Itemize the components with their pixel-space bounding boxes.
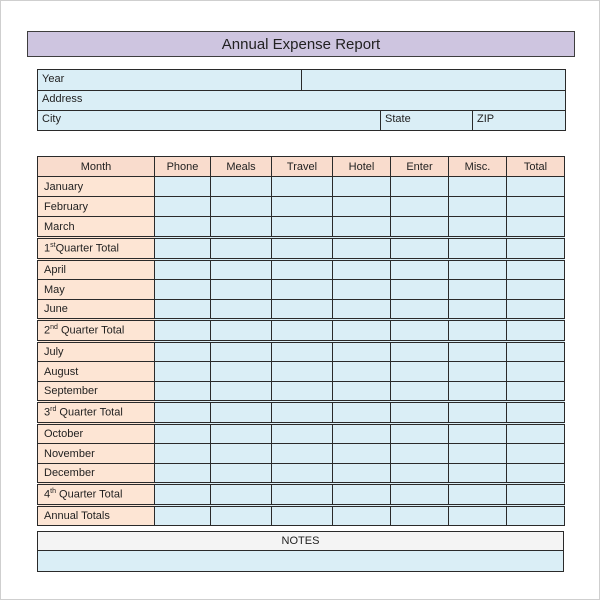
- cell-total[interactable]: [507, 444, 565, 464]
- cell-travel[interactable]: [272, 362, 333, 382]
- cell-phone[interactable]: [155, 484, 211, 506]
- month-row: [38, 280, 565, 300]
- cell-meals[interactable]: [211, 342, 272, 362]
- cell-hotel[interactable]: [333, 464, 391, 484]
- cell-misc[interactable]: [449, 217, 507, 238]
- row-label: February: [38, 197, 155, 217]
- header-row: [38, 157, 565, 177]
- row-label: Annual Totals: [38, 506, 155, 526]
- cell-misc[interactable]: [449, 260, 507, 280]
- cell-meals[interactable]: [211, 320, 272, 342]
- city-field[interactable]: City: [42, 113, 61, 125]
- cell-misc[interactable]: [449, 342, 507, 362]
- quarter-total-row: [38, 320, 565, 342]
- cell-enter[interactable]: [391, 238, 449, 260]
- cell-misc[interactable]: [449, 300, 507, 320]
- column-header-total: Total: [507, 157, 565, 177]
- cell-hotel[interactable]: [333, 444, 391, 464]
- cell-phone[interactable]: [155, 177, 211, 197]
- row-label: 4th Quarter Total: [38, 484, 155, 506]
- cell-travel[interactable]: [272, 382, 333, 402]
- month-row: [38, 197, 565, 217]
- cell-meals[interactable]: [211, 280, 272, 300]
- cell-travel[interactable]: [272, 217, 333, 238]
- cell-phone[interactable]: [155, 280, 211, 300]
- cell-hotel[interactable]: [333, 402, 391, 424]
- cell-enter[interactable]: [391, 217, 449, 238]
- cell-phone[interactable]: [155, 300, 211, 320]
- cell-total[interactable]: [507, 506, 565, 526]
- quarter-total-row: [38, 238, 565, 260]
- address-field[interactable]: Address: [42, 93, 83, 105]
- column-header-enter: Enter: [391, 157, 449, 177]
- cell-meals[interactable]: [211, 506, 272, 526]
- cell-travel[interactable]: [272, 260, 333, 280]
- notes-header: NOTES: [37, 531, 564, 551]
- cell-phone[interactable]: [155, 342, 211, 362]
- year-value-field[interactable]: [302, 70, 565, 90]
- row-label: June: [38, 300, 155, 320]
- cell-hotel[interactable]: [333, 217, 391, 238]
- month-row: [38, 382, 565, 402]
- cell-meals[interactable]: [211, 197, 272, 217]
- cell-hotel[interactable]: [333, 177, 391, 197]
- row-label: January: [38, 177, 155, 197]
- cell-meals[interactable]: [211, 382, 272, 402]
- month-row: [38, 300, 565, 320]
- cell-misc[interactable]: [449, 402, 507, 424]
- cell-enter[interactable]: [391, 260, 449, 280]
- cell-travel[interactable]: [272, 177, 333, 197]
- row-label: September: [38, 382, 155, 402]
- cell-meals[interactable]: [211, 177, 272, 197]
- cell-misc[interactable]: [449, 484, 507, 506]
- cell-phone[interactable]: [155, 238, 211, 260]
- cell-total[interactable]: [507, 280, 565, 300]
- row-label: April: [38, 260, 155, 280]
- cell-misc[interactable]: [449, 320, 507, 342]
- row-label: December: [38, 464, 155, 484]
- cell-travel[interactable]: [272, 280, 333, 300]
- row-label: October: [38, 424, 155, 444]
- cell-travel[interactable]: [272, 402, 333, 424]
- cell-misc[interactable]: [449, 464, 507, 484]
- cell-total[interactable]: [507, 238, 565, 260]
- cell-hotel[interactable]: [333, 382, 391, 402]
- cell-misc[interactable]: [449, 382, 507, 402]
- cell-total[interactable]: [507, 217, 565, 238]
- column-header-month: Month: [38, 157, 155, 177]
- info-section: [37, 69, 566, 131]
- cell-enter[interactable]: [391, 280, 449, 300]
- report-title: [27, 31, 575, 57]
- cell-travel[interactable]: [272, 424, 333, 444]
- column-header-misc: Misc.: [449, 157, 507, 177]
- month-row: [38, 217, 565, 238]
- cell-meals[interactable]: [211, 402, 272, 424]
- cell-meals[interactable]: [211, 238, 272, 260]
- cell-phone[interactable]: [155, 217, 211, 238]
- cell-total[interactable]: [507, 382, 565, 402]
- month-row: [38, 444, 565, 464]
- column-header-meals: Meals: [211, 157, 272, 177]
- cell-meals[interactable]: [211, 444, 272, 464]
- month-row: [38, 424, 565, 444]
- cell-total[interactable]: [507, 197, 565, 217]
- cell-meals[interactable]: [211, 300, 272, 320]
- cell-enter[interactable]: [391, 424, 449, 444]
- cell-enter[interactable]: [391, 382, 449, 402]
- month-row: [38, 362, 565, 382]
- zip-field[interactable]: ZIP: [477, 113, 495, 125]
- cell-misc[interactable]: [449, 177, 507, 197]
- cell-misc[interactable]: [449, 506, 507, 526]
- cell-enter[interactable]: [391, 402, 449, 424]
- cell-enter[interactable]: [391, 506, 449, 526]
- month-row: [38, 464, 565, 484]
- cell-travel[interactable]: [272, 464, 333, 484]
- annual-totals-row: [38, 506, 565, 526]
- cell-hotel[interactable]: [333, 484, 391, 506]
- cell-misc[interactable]: [449, 424, 507, 444]
- cell-phone[interactable]: [155, 424, 211, 444]
- quarter-total-row: [38, 402, 565, 424]
- cell-misc[interactable]: [449, 238, 507, 260]
- cell-total[interactable]: [507, 402, 565, 424]
- cell-enter[interactable]: [391, 197, 449, 217]
- cell-enter[interactable]: [391, 320, 449, 342]
- cell-travel[interactable]: [272, 444, 333, 464]
- cell-hotel[interactable]: [333, 300, 391, 320]
- cell-hotel[interactable]: [333, 424, 391, 444]
- expense-table: [37, 156, 565, 526]
- report-title-text: Annual Expense Report: [221, 35, 381, 53]
- row-label: 3rd Quarter Total: [38, 402, 155, 424]
- cell-hotel[interactable]: [333, 320, 391, 342]
- cell-enter[interactable]: [391, 444, 449, 464]
- cell-total[interactable]: [507, 484, 565, 506]
- cell-meals[interactable]: [211, 424, 272, 444]
- cell-misc[interactable]: [449, 444, 507, 464]
- row-label: 2nd Quarter Total: [38, 320, 155, 342]
- cell-travel[interactable]: [272, 238, 333, 260]
- row-label: August: [38, 362, 155, 382]
- cell-total[interactable]: [507, 260, 565, 280]
- cell-phone[interactable]: [155, 402, 211, 424]
- cell-meals[interactable]: [211, 362, 272, 382]
- cell-phone[interactable]: [155, 362, 211, 382]
- cell-hotel[interactable]: [333, 260, 391, 280]
- cell-hotel[interactable]: [333, 362, 391, 382]
- cell-meals[interactable]: [211, 217, 272, 238]
- cell-enter[interactable]: [391, 484, 449, 506]
- month-row: [38, 177, 565, 197]
- column-header-travel: Travel: [272, 157, 333, 177]
- cell-enter[interactable]: [391, 362, 449, 382]
- cell-enter[interactable]: [391, 177, 449, 197]
- cell-phone[interactable]: [155, 444, 211, 464]
- cell-travel[interactable]: [272, 300, 333, 320]
- column-header-hotel: Hotel: [333, 157, 391, 177]
- cell-enter[interactable]: [391, 300, 449, 320]
- cell-hotel[interactable]: [333, 280, 391, 300]
- quarter-total-row: [38, 484, 565, 506]
- cell-total[interactable]: [507, 300, 565, 320]
- info-row-year: [38, 70, 565, 91]
- cell-enter[interactable]: [391, 464, 449, 484]
- cell-phone[interactable]: [155, 506, 211, 526]
- cell-meals[interactable]: [211, 484, 272, 506]
- cell-phone[interactable]: [155, 464, 211, 484]
- cell-travel[interactable]: [272, 320, 333, 342]
- cell-phone[interactable]: [155, 320, 211, 342]
- cell-travel[interactable]: [272, 506, 333, 526]
- cell-total[interactable]: [507, 464, 565, 484]
- cell-total[interactable]: [507, 342, 565, 362]
- state-field[interactable]: State: [385, 113, 411, 125]
- cell-enter[interactable]: [391, 342, 449, 362]
- cell-meals[interactable]: [211, 260, 272, 280]
- month-row: [38, 342, 565, 362]
- year-field[interactable]: Year: [42, 73, 65, 85]
- cell-phone[interactable]: [155, 197, 211, 217]
- row-label: July: [38, 342, 155, 362]
- cell-hotel[interactable]: [333, 238, 391, 260]
- cell-hotel[interactable]: [333, 197, 391, 217]
- row-label: March: [38, 217, 155, 238]
- cell-total[interactable]: [507, 362, 565, 382]
- cell-travel[interactable]: [272, 484, 333, 506]
- info-row-city: [38, 110, 565, 130]
- cell-meals[interactable]: [211, 464, 272, 484]
- info-row-address: [38, 90, 565, 111]
- cell-hotel[interactable]: [333, 506, 391, 526]
- cell-phone[interactable]: [155, 382, 211, 402]
- cell-misc[interactable]: [449, 362, 507, 382]
- cell-misc[interactable]: [449, 280, 507, 300]
- cell-phone[interactable]: [155, 260, 211, 280]
- cell-hotel[interactable]: [333, 342, 391, 362]
- cell-misc[interactable]: [449, 197, 507, 217]
- notes-field[interactable]: [37, 551, 564, 572]
- cell-total[interactable]: [507, 320, 565, 342]
- month-row: [38, 260, 565, 280]
- row-label: May: [38, 280, 155, 300]
- cell-total[interactable]: [507, 424, 565, 444]
- column-header-phone: Phone: [155, 157, 211, 177]
- cell-travel[interactable]: [272, 342, 333, 362]
- cell-total[interactable]: [507, 177, 565, 197]
- row-label: 1stQuarter Total: [38, 238, 155, 260]
- row-label: November: [38, 444, 155, 464]
- cell-travel[interactable]: [272, 197, 333, 217]
